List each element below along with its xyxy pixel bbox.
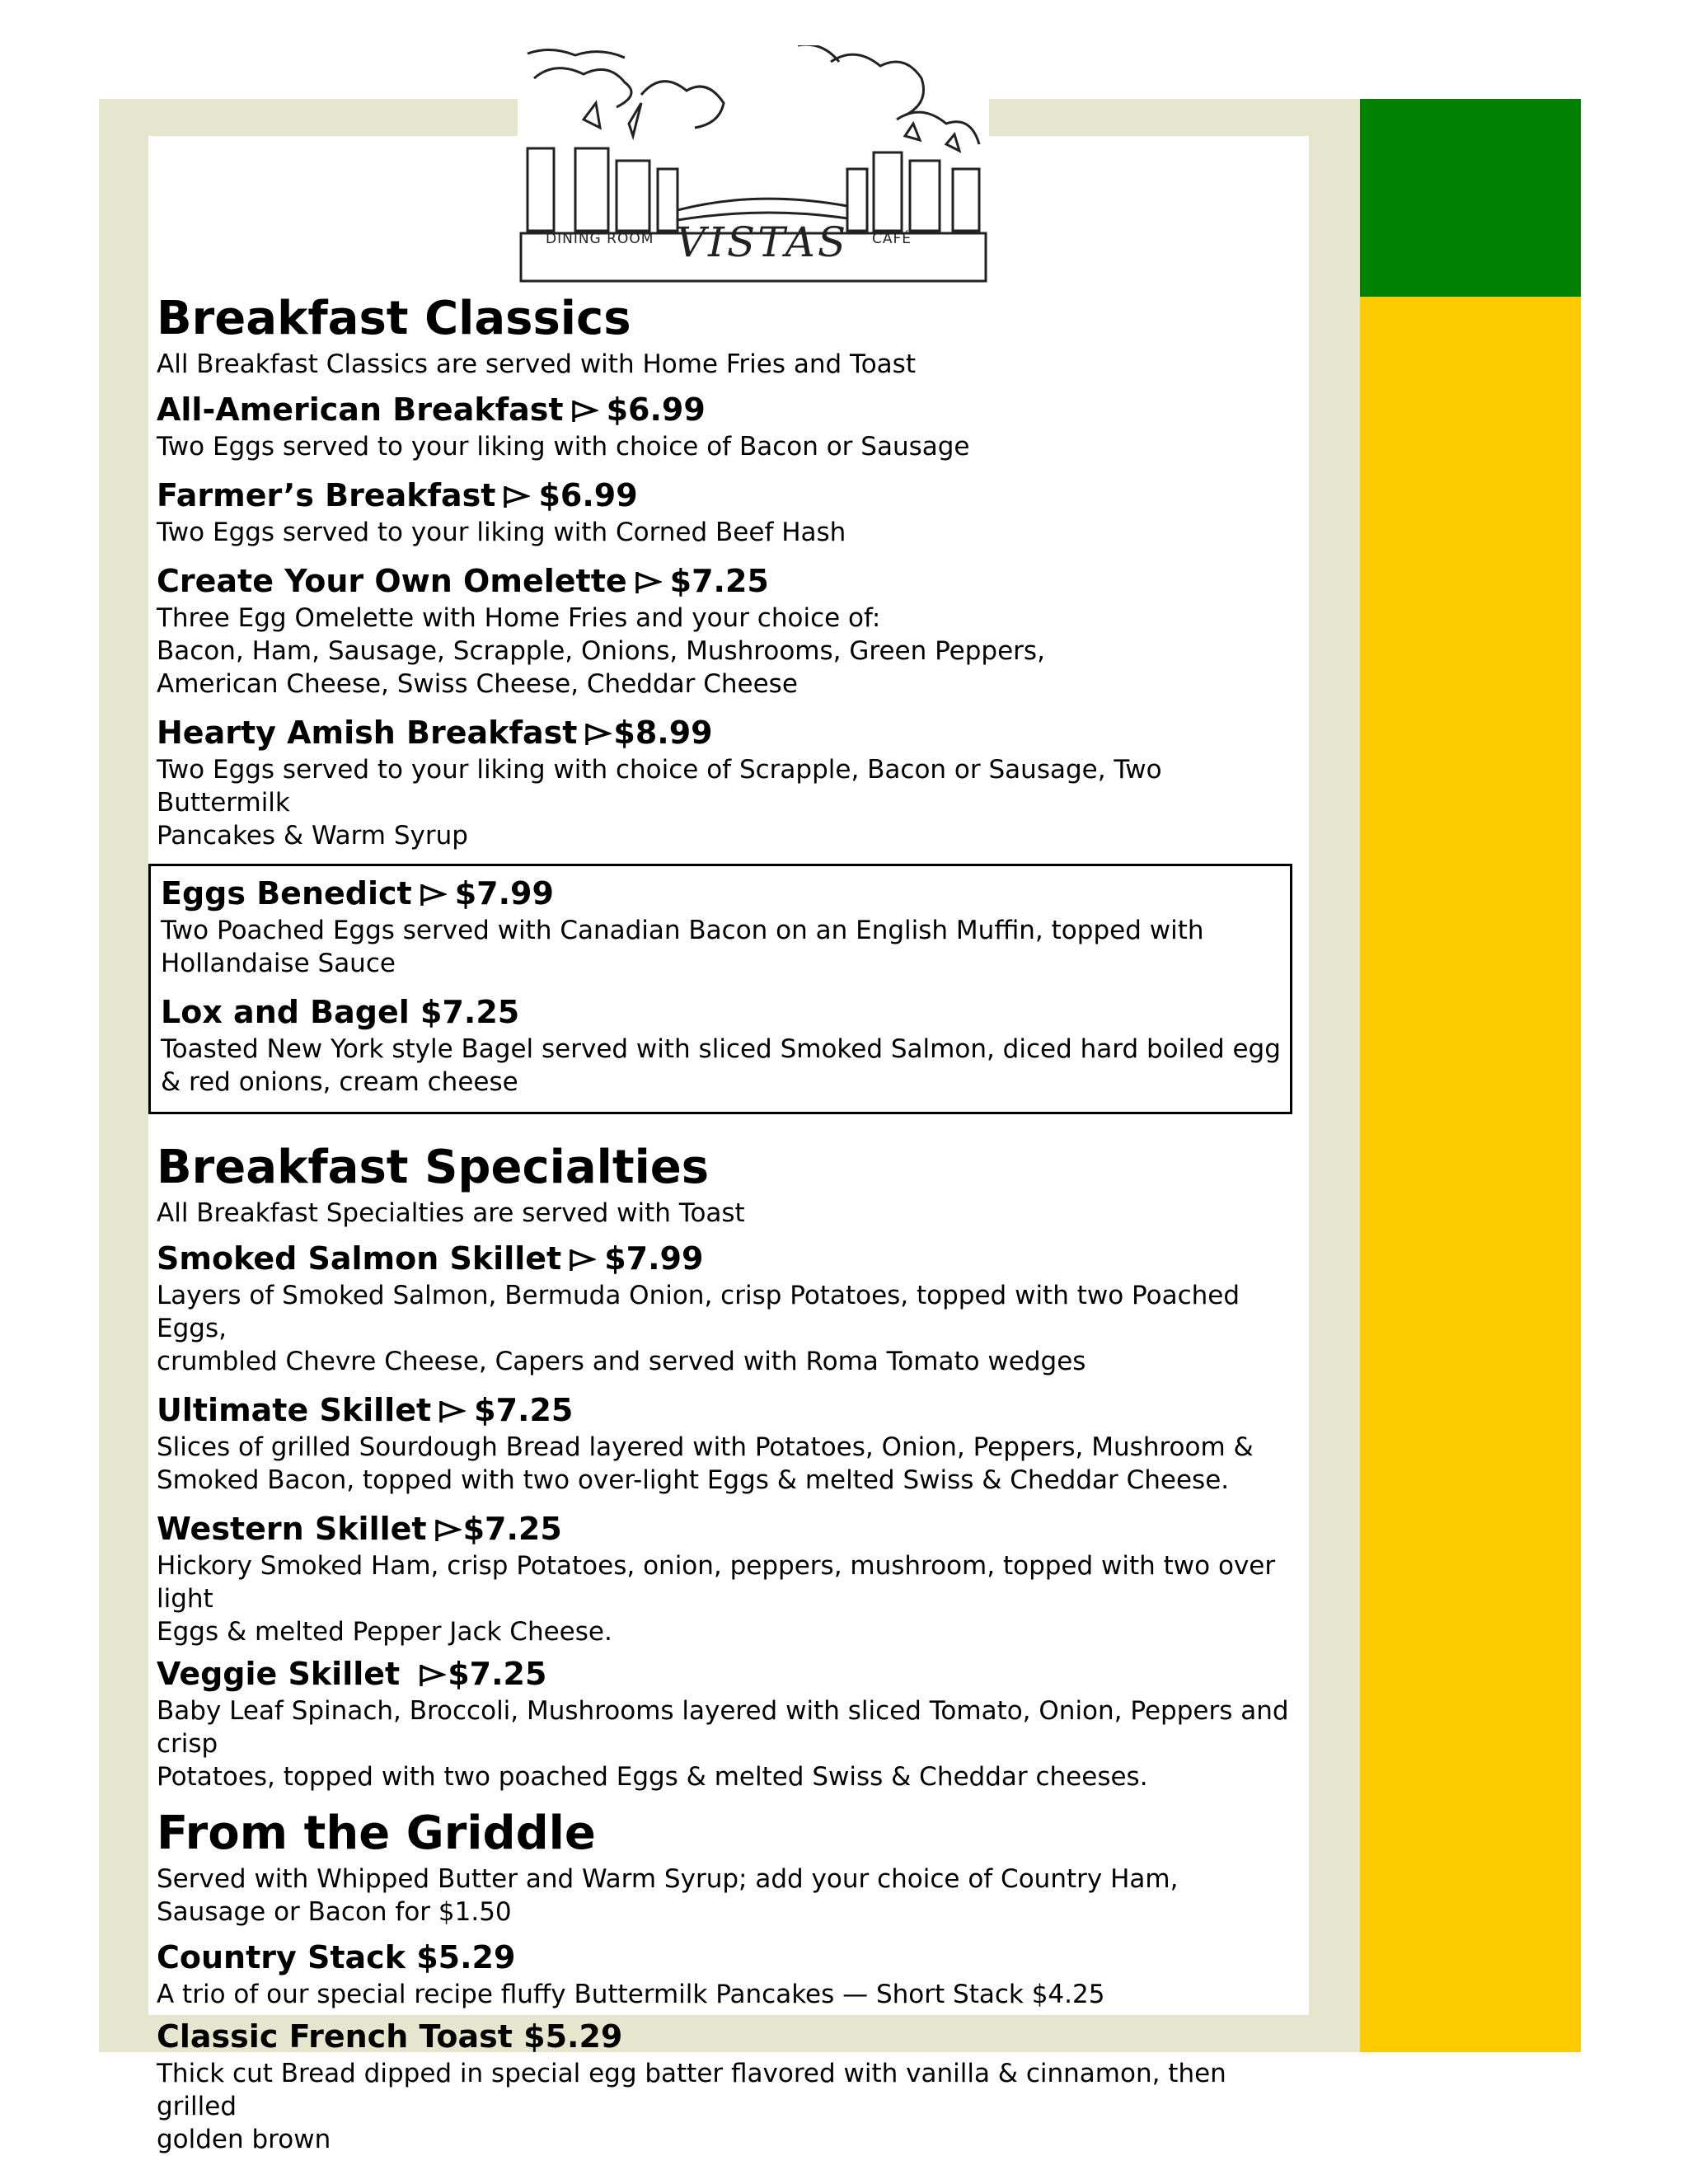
item-description: Bacon, Ham, Sausage, Scrapple, Onions, Mushrooms, Green Peppers, [157, 636, 1045, 666]
item-name: Create Your Own Omelette [157, 563, 627, 599]
flag-icon [418, 1663, 446, 1688]
item-name: All-American Breakfast [157, 391, 564, 428]
menu-item [157, 389, 1302, 463]
item-description: Two Eggs served to your liking with choice of Bacon or Sausage [157, 432, 970, 462]
section-intro: All Breakfast Specialties are served with Toast [157, 1198, 745, 1228]
flag-icon [570, 399, 598, 424]
menu-item [157, 475, 1302, 549]
flag-icon [502, 485, 530, 509]
yellow-color-block [1360, 297, 1581, 2052]
item-description: Two Eggs served to your liking with choice of Scrapple, Bacon or Sausage, Two Buttermilk [157, 755, 1162, 818]
item-description: Baby Leaf Spinach, Broccoli, Mushrooms layered with sliced Tomato, Onion, Peppers and crisp [157, 1696, 1289, 1759]
item-description: golden brown [157, 2125, 331, 2154]
flag-icon [568, 1248, 596, 1272]
item-description: American Cheese, Swiss Cheese, Cheddar Cheese [157, 669, 798, 699]
item-name: Ultimate Skillet [157, 1392, 432, 1428]
item-name: Veggie Skillet [157, 1656, 401, 1692]
item-name: Western Skillet [157, 1511, 427, 1547]
menu-item [157, 1390, 1302, 1497]
item-name: Country Stack [157, 1939, 406, 1975]
item-price: $7.25 [448, 1656, 547, 1692]
item-description: Toasted New York style Bagel served with sliced Smoked Salmon, diced hard boiled egg [161, 1034, 1281, 1064]
item-description: Eggs & melted Pepper Jack Cheese. [157, 1617, 612, 1647]
item-description: Potatoes, topped with two poached Eggs & melted Swiss & Cheddar cheeses. [157, 1762, 1148, 1792]
boxed-items [148, 864, 1292, 1114]
item-price: $5.29 [416, 1939, 516, 1975]
item-price: $5.29 [523, 2018, 623, 2055]
item-description: Layers of Smoked Salmon, Bermuda Onion, crisp Potatoes, topped with two Poached Eggs, [157, 1281, 1240, 1343]
menu-item [161, 991, 1282, 1099]
item-price: $7.99 [604, 1240, 704, 1277]
item-price: $6.99 [538, 477, 638, 513]
menu-item [157, 2016, 1302, 2156]
item-name: Hearty Amish Breakfast [157, 715, 578, 751]
section-title-breakfast-classics: Breakfast Classics [157, 292, 631, 345]
item-description: A trio of our special recipe fluffy Buttermilk Pancakes — Short Stack $4.25 [157, 1980, 1105, 2009]
item-price: $7.25 [420, 994, 520, 1030]
item-description: Three Egg Omelette with Home Fries and your choice of: [157, 603, 881, 633]
green-color-block [1360, 99, 1581, 297]
flag-icon [438, 1399, 466, 1424]
item-name: Smoked Salmon Skillet [157, 1240, 562, 1277]
flag-icon [434, 1518, 462, 1543]
vistas-logo [518, 45, 989, 284]
section-intro: Served with Whipped Butter and Warm Syrup; add your choice of Country Ham, [157, 1864, 1179, 1894]
item-description: Pancakes & Warm Syrup [157, 821, 468, 851]
logo-cafe: CAFÉ [872, 231, 912, 247]
item-name: Farmer’s Breakfast [157, 477, 496, 513]
flag-icon [634, 570, 662, 595]
item-description: Slices of grilled Sourdough Bread layered with Potatoes, Onion, Peppers, Mushroom & [157, 1432, 1254, 1462]
item-price: $7.25 [462, 1511, 562, 1547]
item-price: $8.99 [613, 715, 713, 751]
menu-item [161, 873, 1282, 980]
section-title-from-the-griddle: From the Griddle [157, 1807, 596, 1860]
menu-item [157, 1508, 1302, 1648]
item-price: $7.25 [474, 1392, 574, 1428]
item-description: Hollandaise Sauce [161, 949, 396, 978]
item-description: Two Poached Eggs served with Canadian Bacon on an English Muffin, topped with [161, 916, 1204, 945]
item-name: Classic French Toast [157, 2018, 513, 2055]
item-description: Hickory Smoked Ham, crisp Potatoes, onion, peppers, mushroom, topped with two over light [157, 1551, 1276, 1614]
menu-item [157, 712, 1302, 852]
menu-content [157, 290, 1302, 2168]
flag-icon [584, 722, 612, 747]
menu-item [157, 1937, 1302, 2011]
section-intro: Sausage or Bacon for $1.50 [157, 1897, 512, 1927]
menu-item [157, 560, 1302, 701]
item-description: & red onions, cream cheese [161, 1067, 518, 1097]
menu-item [157, 1238, 1302, 1378]
item-price: $7.25 [669, 563, 769, 599]
flag-icon [419, 883, 447, 907]
item-price: $7.99 [454, 875, 554, 912]
menu-item [157, 1653, 1302, 1793]
item-description: Smoked Bacon, topped with two over-light Eggs & melted Swiss & Cheddar Cheese. [157, 1465, 1230, 1495]
item-name: Lox and Bagel [161, 994, 410, 1030]
section-title-breakfast-specialties: Breakfast Specialties [157, 1141, 710, 1194]
item-description: Two Eggs served to your liking with Corned Beef Hash [157, 518, 846, 547]
item-description: Thick cut Bread dipped in special egg batter flavored with vanilla & cinnamon, then grilled [157, 2059, 1226, 2121]
section-intro: All Breakfast Classics are served with Home Fries and Toast [157, 349, 916, 379]
item-description: crumbled Chevre Cheese, Capers and served with Roma Tomato wedges [157, 1347, 1086, 1376]
logo-dining-room: DINING ROOM [546, 231, 654, 247]
item-price: $6.99 [606, 391, 706, 428]
item-name: Eggs Benedict [161, 875, 412, 912]
logo-vistas: VISTAS [676, 218, 849, 266]
